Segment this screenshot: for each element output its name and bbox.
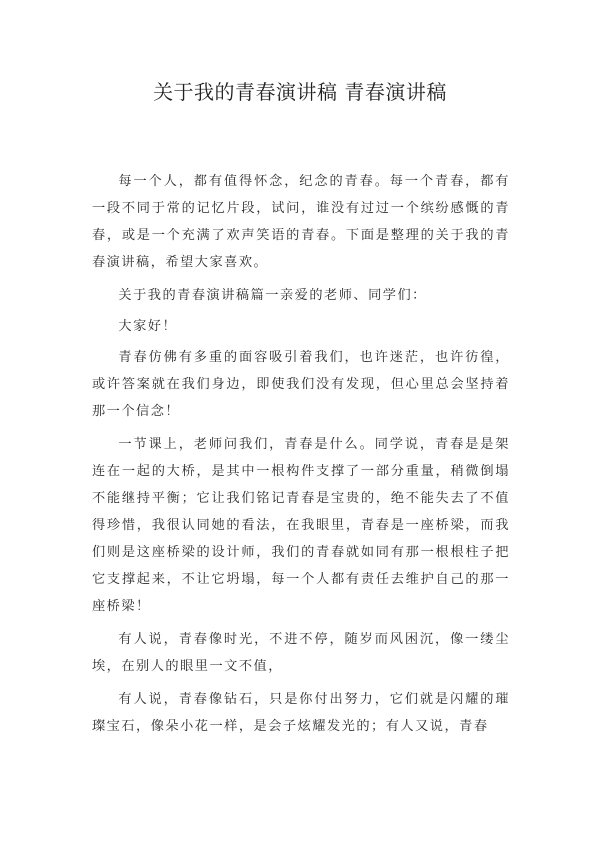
paragraph-intro: 每一个人，都有值得怀念，纪念的青春。每一个青春，都有一段不同于常的记忆片段，试问，谁没有过过一个缤纷感慨的青春，或是一个充满了欢声笑语的青春。下面是整理的关于我的青春演讲稿，希望大家喜欢。 (92, 174, 510, 270)
paragraph-body-1: 青春仿佛有多重的面容吸引着我们，也许迷茫，也许彷徨，或许答案就在我们身边，即使我们没有发现，但心里总会坚持着那一个信念！ (92, 350, 510, 419)
document-title: 关于我的青春演讲稿 青春演讲稿 (153, 80, 447, 104)
paragraph-speech-heading: 关于我的青春演讲稿篇一亲爱的老师、同学们： (118, 288, 427, 303)
paragraph-body-3: 有人说，青春像时光，不进不停，随岁而风困沉，像一缕尘埃，在别人的眼里一文不值， (92, 632, 510, 674)
paragraph-greeting: 大家好！ (118, 319, 178, 334)
paragraph-body-2: 一节课上，老师问我们，青春是什么。同学说，青春是是架连在一起的大桥，是其中一根构件支撑了一部分重量，稍微倒塌不能继持平衡；它让我们铭记青春是宝贵的，绝不能失去了不值得珍惜，我很认同她的看法，在我眼里，青春是一座桥梁，而我们则是这座桥梁的设计师，我们的青春就如同有那一根根柱子把它支撑起来，不让它坍塌，每一个人都有责任去维护自己的那一座桥梁！ (92, 437, 510, 614)
paragraph-body-4: 有人说，青春像钻石，只是你付出努力，它们就是闪耀的璀璨宝石，像朵小花一样，是会子炫耀发光的；有人又说，青春 (92, 692, 510, 734)
document-body (92, 168, 510, 746)
